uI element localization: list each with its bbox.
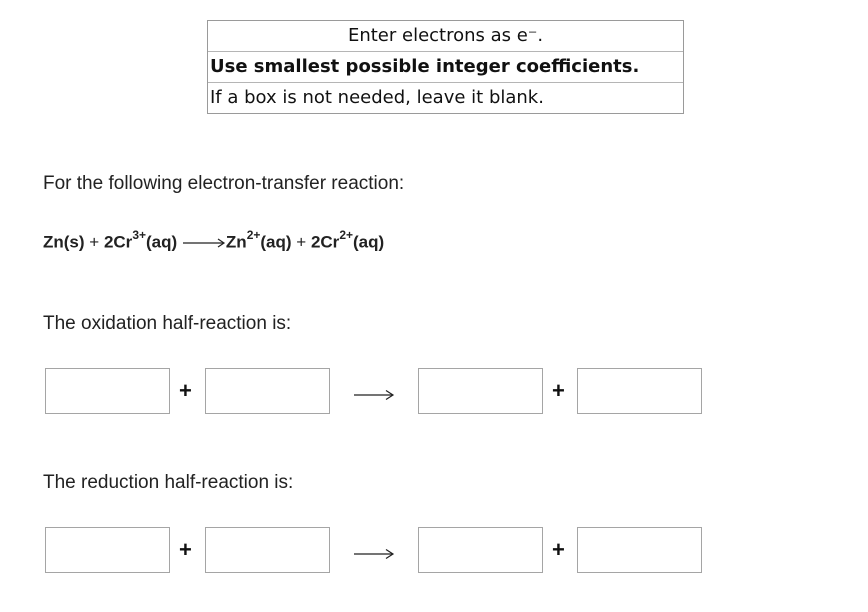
instructions-box (207, 20, 684, 114)
plus-sign: + (89, 232, 100, 252)
oxidation-label: The oxidation half-reaction is: (43, 313, 292, 334)
product-zn-state: (aq) (260, 232, 292, 252)
instruction-electrons: Enter electrons as e⁻. (347, 25, 544, 46)
reduction-reactant-2-input[interactable] (205, 527, 330, 573)
reduction-reactant-1-input[interactable] (45, 527, 170, 573)
product-cr-charge: 2+ (339, 228, 353, 242)
oxidation-product-1-input[interactable] (418, 368, 543, 414)
instruction-coefficients: Use smallest possible integer coefficients. (208, 51, 683, 82)
reactant-cr-charge: 3+ (132, 228, 146, 242)
product-cr-state: (aq) (353, 232, 385, 252)
reaction-arrow-icon (182, 237, 226, 249)
plus-sign: + (296, 232, 307, 252)
reduction-product-2-input[interactable] (577, 527, 702, 573)
reduction-arrow-icon (353, 547, 395, 561)
reaction-equation (43, 230, 384, 253)
reactant-cr-coef: 2Cr (103, 232, 133, 252)
oxidation-reactant-2-input[interactable] (205, 368, 330, 414)
instruction-blank: If a box is not needed, leave it blank. (208, 82, 683, 113)
reduction-product-1-input[interactable] (418, 527, 543, 573)
reactant-cr-state: (aq) (146, 232, 178, 252)
oxidation-arrow-icon (353, 388, 395, 402)
product-zn: Zn (225, 232, 247, 252)
oxidation-plus-right: + (552, 378, 565, 403)
reaction-prompt: For the following electron-transfer reaction: (43, 173, 405, 194)
oxidation-plus-left: + (179, 378, 192, 403)
reactant-zn: Zn(s) (43, 232, 85, 252)
reduction-label: The reduction half-reaction is: (43, 472, 294, 493)
product-cr-coef: 2Cr (310, 232, 340, 252)
oxidation-product-2-input[interactable] (577, 368, 702, 414)
reduction-plus-left: + (179, 537, 192, 562)
oxidation-reactant-1-input[interactable] (45, 368, 170, 414)
product-zn-charge: 2+ (246, 228, 261, 242)
reduction-plus-right: + (552, 537, 565, 562)
